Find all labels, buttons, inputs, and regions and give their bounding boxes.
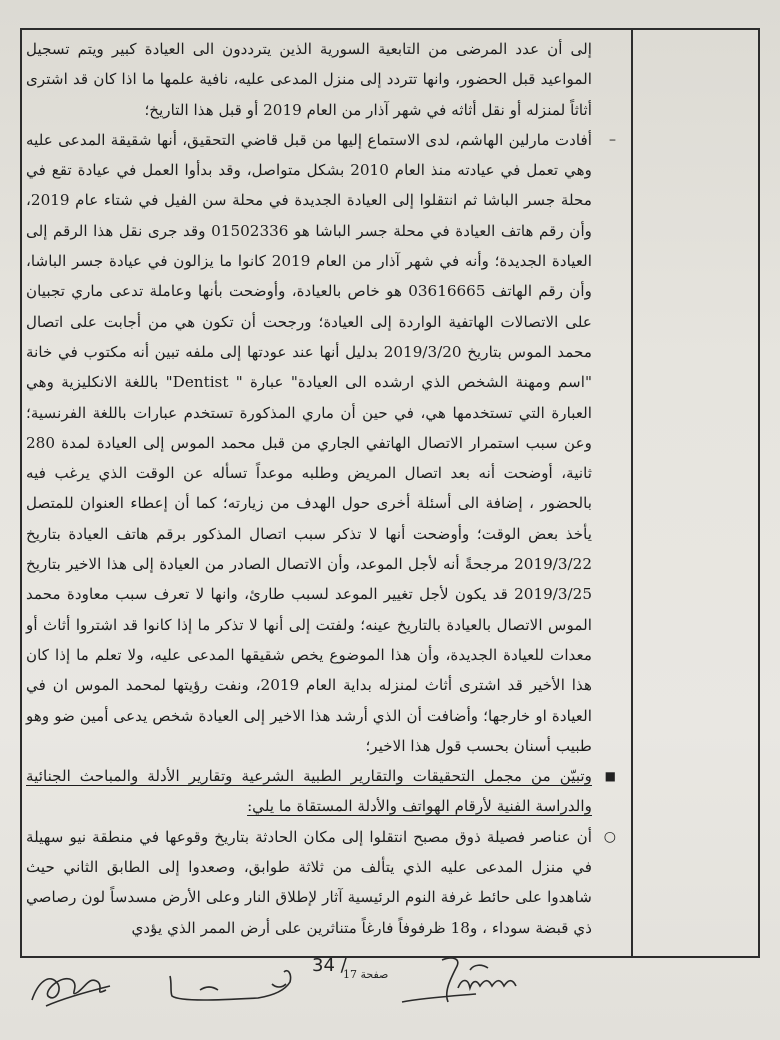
paragraph-text: إلى أن عدد المرضى من التابعية السورية الذين يترددون الى العيادة كبير ويتم تسجيل المواعيد قبل الحضور، وانها تتردد إلى منزل المدعى عليه، نافية علمها ما اذا كان قد اشترى أثاثاً لمنزله أو نقل أثاثه في شهر آذار من العام 2019 أو قبل هذا التاريخ؛	[26, 40, 592, 119]
dash-bullet-icon: –	[609, 131, 616, 148]
paragraph-continuation	[26, 34, 592, 125]
signature-middle-icon	[160, 962, 310, 1012]
paragraph-text: أفادت مارلين الهاشم، لدى الاستماع إليها من قبل قاضي التحقيق، أنها شقيقة المدعى عليه وهي تعمل في عيادته منذ العام 2010 بشكل متواصل، وقد بدأوا العمل في عيادة تقع في محلة جسر الباشا ثم انتقلوا إلى العيادة الجديدة في محلة سن الفيل في شتاء عام 2019، وأن رقم هاتف العيادة في محلة جسر الباشا هو 01502336 وقد جرى نقل هذا الرقم إلى العيادة الجديدة؛ وأنه في شهر آذار من العام 2019 كانوا ما يزالون في عيادة جسر الباشا، وأن رقم الهاتف 03616665 هو خاص بالعيادة، وأوضحت بأنها وعاملة تدعى ماري تجبيان على الاتصالات الهاتفية الواردة إلى العيادة؛ ورجحت أن تكون هي من أجابت على اتصال محمد الموس بتاريخ 2019/3/20 بدليل أنها عند عودتها إلى ملفه تبين أنه مكتوب في خانة "اسم ومهنة الشخص الذي ارشده الى العيادة" عبارة " Dentist" باللغة الانكليزية وهي العبارة التي تستخدمها هي، في حين أن ماري المذكورة تستخدم عبارات باللغة الفرنسية؛ وعن سبب استمرار الاتصال الهاتفي الجاري من قبل محمد الموس إلى العيادة لمدة 280 ثانية، أوضحت أنه بعد اتصال المريض وطلبه موعداً تسأله عن الوقت الذي يرغب فيه بالحضور ، إضافة الى أسئلة أخرى حول الهدف من زيارته؛ كما أن إعطاء العنوان للمتصل يأخذ بعض الوقت؛ وأوضحت أنها لا تذكر سبب اتصال المذكور برقم هاتف العيادة بتاريخ 2019/3/22 مرجحةً أنه لأجل الموعد، وأن الاتصال الصادر من العيادة إلى هذا الاخير بتاريخ 2019/3/25 قد يكون لأجل تغيير الموعد لسبب طارئ، وانها لا تعرف سبب معاودة محمد الموس الاتصال بالعيادة بالتاريخ عينه؛ ولفتت إلى أنها لا تذكر ما إذا كانوا قد اشتروا أثاث أو معدات للعيادة الجديدة، وأن هذا الموضوع يخص شقيقها المدعى عليه، ولا تعلم ما إذا كان هذا الأخير قد اشترى أثاث لمنزله بداية العام 2019، ونفت رؤيتها لمحمد الموس ان في العيادة او خارجها؛ وأضافت أن الذي أرشد هذا الاخير إلى العيادة شخص يدعى أمين ضو وهو طبيب أسنان بحسب قول هذا الاخير؛	[26, 130, 593, 755]
document-body	[26, 34, 616, 943]
circle-bullet-icon: ○	[603, 828, 616, 845]
signature-left-icon	[28, 962, 118, 1012]
signature-right-icon	[392, 952, 532, 1012]
paragraph-text: وتبيّن من مجمل التحقيقات والتقارير الطبية الشرعية وتقارير الأدلة والمباحث الجنائية والدراسة الفنية لأرقام الهواتف والأدلة المستقاة ما يلي:	[26, 767, 592, 816]
paragraph-testimony	[26, 125, 616, 761]
page-label: صفحة 17	[343, 968, 389, 981]
handwritten-page-number: 34 /	[312, 955, 347, 976]
paragraph-finding-one	[26, 822, 616, 943]
margin-rule	[631, 30, 633, 956]
square-bullet-icon: ■	[604, 769, 616, 784]
paragraph-text: أن عناصر فصيلة ذوق مصبح انتقلوا إلى مكان الحادثة بتاريخ وقوعها في منطقة نيو سهيلة في منزل المدعى عليه الذي يتألف من ثلاثة طوابق، وصعدوا إلى الطابق الثاني حيث شاهدوا على حائط غرفة النوم الرئيسية آثار لإطلاق النار وعلى الأرض مسدساً لون رصاصي ذي قبضة سوداء ، و18 ظرفوفاً فارغاً متناثرين على أرض الممر الذي يؤدي	[26, 827, 592, 937]
paragraph-findings-heading	[26, 761, 616, 822]
